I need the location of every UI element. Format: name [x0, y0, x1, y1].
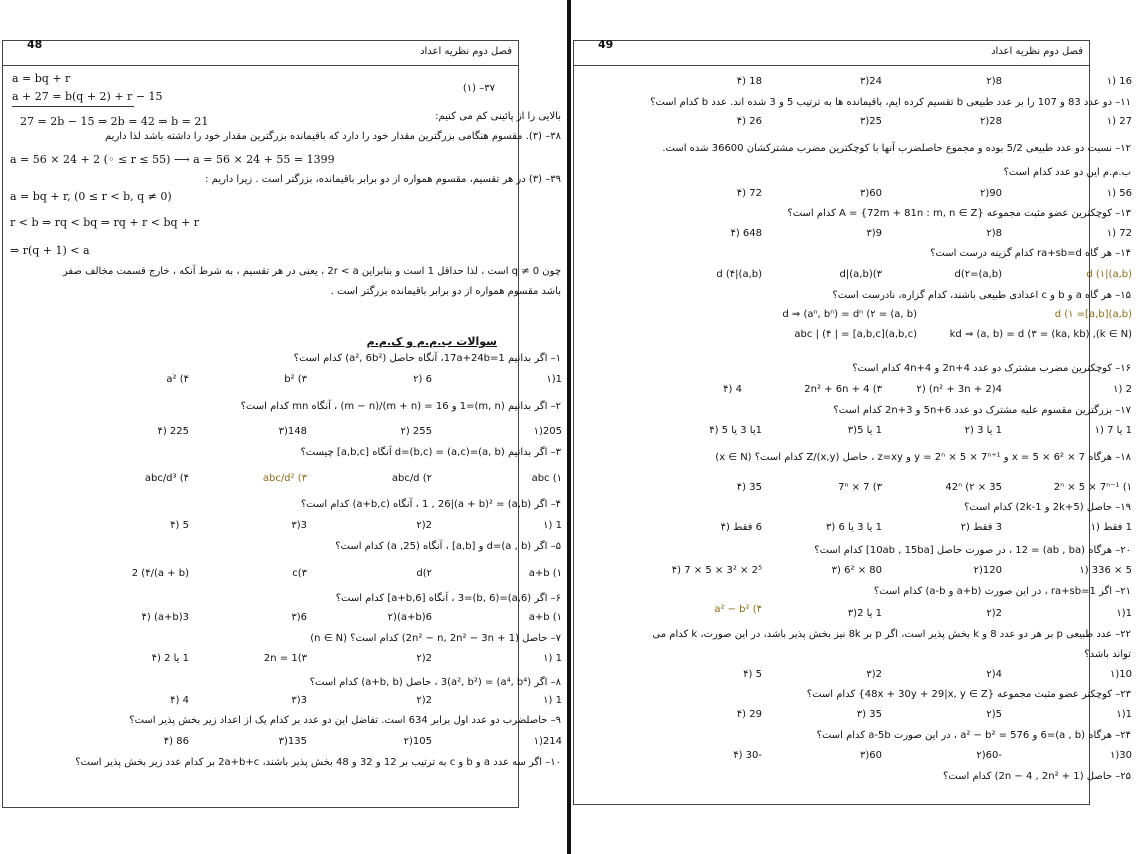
option-3: (k ∈ N), (ka, kb) = kd ⇒ (a, b) = d (۳	[949, 329, 1132, 340]
option-3: abc/d² (۳	[262, 473, 307, 484]
option-3: 3(۳	[291, 695, 307, 706]
question-22: ۲۲– عدد طبیعی p بر هر دو عدد 8 و k بخش پذیر است، اگر p بر 8k نیز بخش پذیر باشد، در این صورت، k کدام می	[652, 629, 1131, 640]
option-2: 35 × 42ⁿ (۲	[945, 482, 1002, 493]
option-2: d(۲	[416, 568, 432, 579]
option-2: (a, b) = d ⇒ (aⁿ, bⁿ) = dⁿ (۲	[782, 309, 917, 320]
option-4: 225 (۴	[157, 426, 189, 437]
page-49	[571, 0, 1137, 854]
option-1: 1 (۱	[543, 653, 562, 664]
option-1: (a,b)|d (۱	[1086, 269, 1132, 280]
option-3: d|(a,b)(۳	[839, 269, 882, 280]
option-1: 10(۱	[1109, 669, 1132, 680]
question-16: ۱۶– کوچکترین مضرب مشترک دو عدد 2n+4 و 4n+4 کدام است؟	[852, 363, 1131, 374]
option-3: 1 یا 5(۳	[847, 425, 882, 436]
option-1: 16 (۱	[1106, 76, 1132, 87]
option-3: 80 × 6² (۳	[831, 565, 882, 576]
solution-line: بالایی را از پائینی کم می کنیم:	[435, 111, 561, 122]
option-4: 6 فقط (۴	[720, 522, 762, 533]
option-2: 8(۲	[986, 228, 1002, 239]
question-14: ۱۴– هر گاه ra+sb=d کدام گزینه درست است؟	[930, 248, 1131, 259]
question-15: ۱۵– هر گاه a و b و c اعدادی طبیعی باشند، کدام گزاره، نادرست است؟	[832, 290, 1131, 301]
option-1: a+b (۱	[528, 568, 562, 579]
option-3: 6(۳	[291, 612, 307, 623]
option-4: (a + b)/2 (۴	[131, 568, 189, 579]
solution-line: ۳۸– (۳). مقسوم هنگامی بزرگترین مقدار خود را دارد که باقیمانده بزرگترین مقدار خود را داشته باشد لذا داریم	[105, 131, 561, 142]
option-2: 255 (۲	[400, 426, 432, 437]
option-1: 205(۱	[533, 426, 562, 437]
solution-line: ⇒ r(q + 1) < a	[10, 244, 90, 257]
option-2: 2(۲	[416, 653, 432, 664]
option-3: 7ⁿ × 7 (۳	[838, 482, 882, 493]
chapter-title: فصل دوم نظریه اعداد	[991, 46, 1083, 57]
page-header	[3, 38, 518, 66]
option-2: 6 (۲	[413, 374, 432, 385]
option-1: 2ⁿ × 5 × 7ⁿ⁻¹ (۱	[1053, 482, 1132, 493]
solution-line: a + 27 = b(q + 2) + r − 15	[12, 90, 163, 103]
option-1: 56 (۱	[1106, 188, 1132, 199]
option-1: 1 (۱	[543, 695, 562, 706]
option-2: 5(۲	[986, 709, 1002, 720]
option-3: 35 (۳	[856, 709, 882, 720]
option-2: (a,b)=d(۲	[954, 269, 1002, 280]
page-48	[0, 0, 567, 854]
option-4: 18 (۴	[736, 76, 762, 87]
option-2: 120(۲	[973, 565, 1002, 576]
option-1: 27 (۱	[1106, 116, 1132, 127]
question-8: ۸– اگر (a⁴, b⁴) = 3(a², b²) ، حاصل (a+b, b) کدام است؟	[309, 677, 561, 688]
option-2: 3 فقط (۲	[960, 522, 1002, 533]
option-3: c(۳	[292, 568, 307, 579]
option-4: 72 (۴	[736, 188, 762, 199]
option-1: 214(۱	[533, 736, 562, 747]
question-5: ۵– اگر (a , b)=d و [a,b] ، آنگاه (25, a) کدام است؟	[335, 541, 561, 552]
solution-line: 27 = 2b − 15 ⇒ 2b = 42 ⇒ b = 21	[20, 115, 209, 128]
option-4: (a,b)|d (۴	[716, 269, 762, 280]
question-23: ۲۳– کوچکتر عضو مثبت مجموعه {48x + 30y + 29|x, y ∈ Z} کدام است؟	[806, 689, 1131, 700]
solution-line: a = bq + r	[12, 72, 71, 85]
question-18: ۱۸– هرگاه x = 5 × 6² × 7 و y = 2ⁿ × 5 × 7ⁿ⁺¹ و z=xy ، حاصل Z/(x,y) کدام است؟ (x ∈ N)	[715, 452, 1131, 463]
option-2: 2(۲	[416, 695, 432, 706]
option-1: (a,b)[a,b]= d (۱	[1054, 309, 1132, 320]
option-3: 60(۳	[859, 750, 882, 761]
question-24: ۲۴– هرگاه (a , b)=6 و a² − b² = 576 ، در این صورت a-5b کدام است؟	[816, 730, 1131, 741]
page-number: 49	[598, 38, 614, 51]
option-4: 2⁵ × 3² × 5 × 7 (۴	[671, 565, 762, 576]
option-3: 24(۳	[859, 76, 882, 87]
option-3: 9(۳	[866, 228, 882, 239]
question-4: ۴– اگر (a,b) = 1 , 26|(a + b)² ، آنگاه (a+b,c) کدام است؟	[300, 499, 561, 510]
question-13: ۱۳– کوچکترین عضو مثبت مجموعه {72m + 81n : m, n ∈ Z} = A کدام است؟	[787, 208, 1131, 219]
option-3: 1 یا 2(۳	[847, 608, 882, 619]
option-3: b² (۳	[284, 374, 307, 385]
option-2: 6(a+b)(۲	[387, 612, 432, 623]
option-2: 28(۲	[979, 116, 1002, 127]
page-number: 48	[27, 38, 43, 51]
option-3: 25(۳	[859, 116, 882, 127]
option-3: 2(۳	[866, 669, 882, 680]
page-header	[574, 38, 1089, 66]
option-1: 1(۱	[546, 374, 562, 385]
option-3: 2n = 1(۳	[263, 653, 307, 664]
option-1: 1(۱	[1116, 608, 1132, 619]
question-7: ۷– حاصل (2n² − n, 2n² − 3n + 1) کدام است؟ (n ∈ N)	[310, 633, 561, 644]
option-4: abc/d³ (۴	[144, 473, 189, 484]
option-1: 1 یا 7 (۱	[1094, 425, 1132, 436]
question-2: ۲– اگر بدانیم (m, n)=1 و 16 = (m + n)/(m − n) ، آنگاه mn کدام است؟	[240, 401, 561, 412]
option-4: 648 (۴	[730, 228, 762, 239]
question-25: ۲۵– حاصل (2n − 4 , 2n² + 1) کدام است؟	[943, 771, 1131, 782]
question-9: ۹– حاصلضرب دو عدد اول برابر 634 است. تفاضل این دو عدد بر کدام یک از اعداد زیر بخش پذیر است؟	[129, 715, 561, 726]
option-4: 4 (۴	[723, 384, 742, 395]
option-2: 4(۲	[986, 669, 1002, 680]
option-4: 1یا 3 یا 5 (۴	[709, 425, 762, 436]
option-4: 1 یا 2 (۴	[151, 653, 189, 664]
question-10: ۱۰– اگر سه عدد a و b و c به ترتیب بر 12 و 32 و 48 بخش پذیر باشند، 2a+b+c بر کدام عدد زیر بخش پذیر است؟	[75, 757, 561, 768]
option-2: 4(n² + 3n + 2) (۲	[916, 384, 1002, 395]
question-17: ۱۷– بزرگترین مقسوم علیه مشترک دو عدد 5n+6 و 2n+3 کدام است؟	[833, 405, 1131, 416]
option-2: 8(۲	[986, 76, 1002, 87]
option-4: a² − b² (۴	[714, 604, 762, 615]
option-4: 26 (۴	[736, 116, 762, 127]
option-4: 5 (۴	[743, 669, 762, 680]
solution-line: ۳۹– (۳) در هر تقسیم، مقسوم همواره از دو برابر باقیمانده، بزرگتر است . زیرا داریم :	[205, 174, 561, 185]
option-1: 1(۱	[1116, 709, 1132, 720]
option-4: 35 (۴	[736, 482, 762, 493]
solution-line: a = 56 × 24 + 2 (◦ ≤ r ≤ 55) ⟶ a = 56 × 24 + 55 = 1399	[10, 153, 335, 166]
section-title: سوالات ب.م.م و ک.م.م	[366, 335, 497, 348]
option-3: 148(۳	[278, 426, 307, 437]
question-6: ۶– اگر (a,6)=(b, 6)=3 ، آنگاه [a+b,6] کدام است؟	[335, 593, 561, 604]
option-3: 1 یا 3 یا 6 (۳	[826, 522, 882, 533]
option-3: 2n² + 6n + 4 (۳	[804, 384, 882, 395]
option-3: 60(۳	[859, 188, 882, 199]
option-1: 2 (۱	[1113, 384, 1132, 395]
option-3: 3(۳	[291, 520, 307, 531]
question-22-cont: تواند باشد؟	[1084, 649, 1131, 660]
option-1: 1 (۱	[543, 520, 562, 531]
chapter-title: فصل دوم نظریه اعداد	[420, 46, 512, 57]
option-2: 105(۲	[403, 736, 432, 747]
option-4: -30 (۴	[733, 750, 762, 761]
option-1: a+b (۱	[528, 612, 562, 623]
option-4: a² (۴	[166, 374, 189, 385]
option-3: 135(۳	[278, 736, 307, 747]
option-2: abc/d (۲	[391, 473, 432, 484]
option-4: 5 (۴	[170, 520, 189, 531]
question-1: ۱– اگر بدانیم 17a+24b=1، آنگاه حاصل (a², 6b²) کدام است؟	[293, 353, 561, 364]
option-1: 72 (۱	[1106, 228, 1132, 239]
question-12-cont: ب.م.م این دو عدد کدام است؟	[1003, 167, 1131, 178]
divider	[12, 106, 134, 107]
solution-line: a = bq + r, (0 ≤ r < b, q ≠ 0)	[10, 190, 172, 203]
question-19: ۱۹– حاصل (2k+5 و 2k-1) کدام است؟	[963, 502, 1131, 513]
solution-line: r < b ⇒ rq < bq ⇒ rq + r < bq + r	[10, 216, 200, 229]
option-4: 3(a+b) (۴	[141, 612, 189, 623]
question-12: ۱۲– نسبت دو عدد طبیعی 5/2 بوده و مجموع حاصلضرب آنها با کوچکترین مضرب مشترکشان 36600 شده است.	[662, 143, 1131, 154]
option-4: 4 (۴	[170, 695, 189, 706]
solution-line: باشد مقسوم همواره از دو برابر باقیمانده بزرگتر است .	[330, 286, 561, 297]
solution-line: چون q ≠ 0 است ، لذا حداقل 1 است و بنابراین 2r < a ، یعنی در هر تقسیم ، به شرط آنکه ، خارج قسمت مخالف صفر	[62, 266, 561, 277]
option-1: abc (۱	[531, 473, 562, 484]
option-1: 1 فقط (۱	[1090, 522, 1132, 533]
question-21: ۲۱– اگر ra+sb=1 ، در این صورت (a+b و a-b) کدام است؟	[873, 586, 1131, 597]
question-20: ۲۰– هرگاه (ab , ba) = 12 ، در صورت حاصل [10ab , 15ba] کدام است؟	[814, 545, 1131, 556]
option-2: 2(۲	[416, 520, 432, 531]
option-4: 29 (۴	[736, 709, 762, 720]
option-2: -60(۲	[976, 750, 1002, 761]
option-2: 1 یا 3 (۲	[964, 425, 1002, 436]
option-4: 86 (۴	[163, 736, 189, 747]
question-11: ۱۱– دو عدد 83 و 107 را بر عدد طبیعی b تقسیم کرده ایم، باقیمانده ها به ترتیب 5 و 3 شده اند. عدد b کدام است؟	[650, 97, 1131, 108]
solution-number: ۳۷– (۱)	[462, 83, 495, 94]
question-3: ۳– اگر بدانیم (a, b)=(a,c) = (b,c)=d آنگاه [a,b,c] چیست؟	[300, 447, 561, 458]
option-4: (a,b,c)[a,b,c] = | abc | (۴	[794, 329, 917, 340]
option-1: 5 × 336 (۱	[1079, 565, 1132, 576]
option-2: 2(۲	[986, 608, 1002, 619]
option-1: 30(۱	[1109, 750, 1132, 761]
option-2: 90(۲	[979, 188, 1002, 199]
